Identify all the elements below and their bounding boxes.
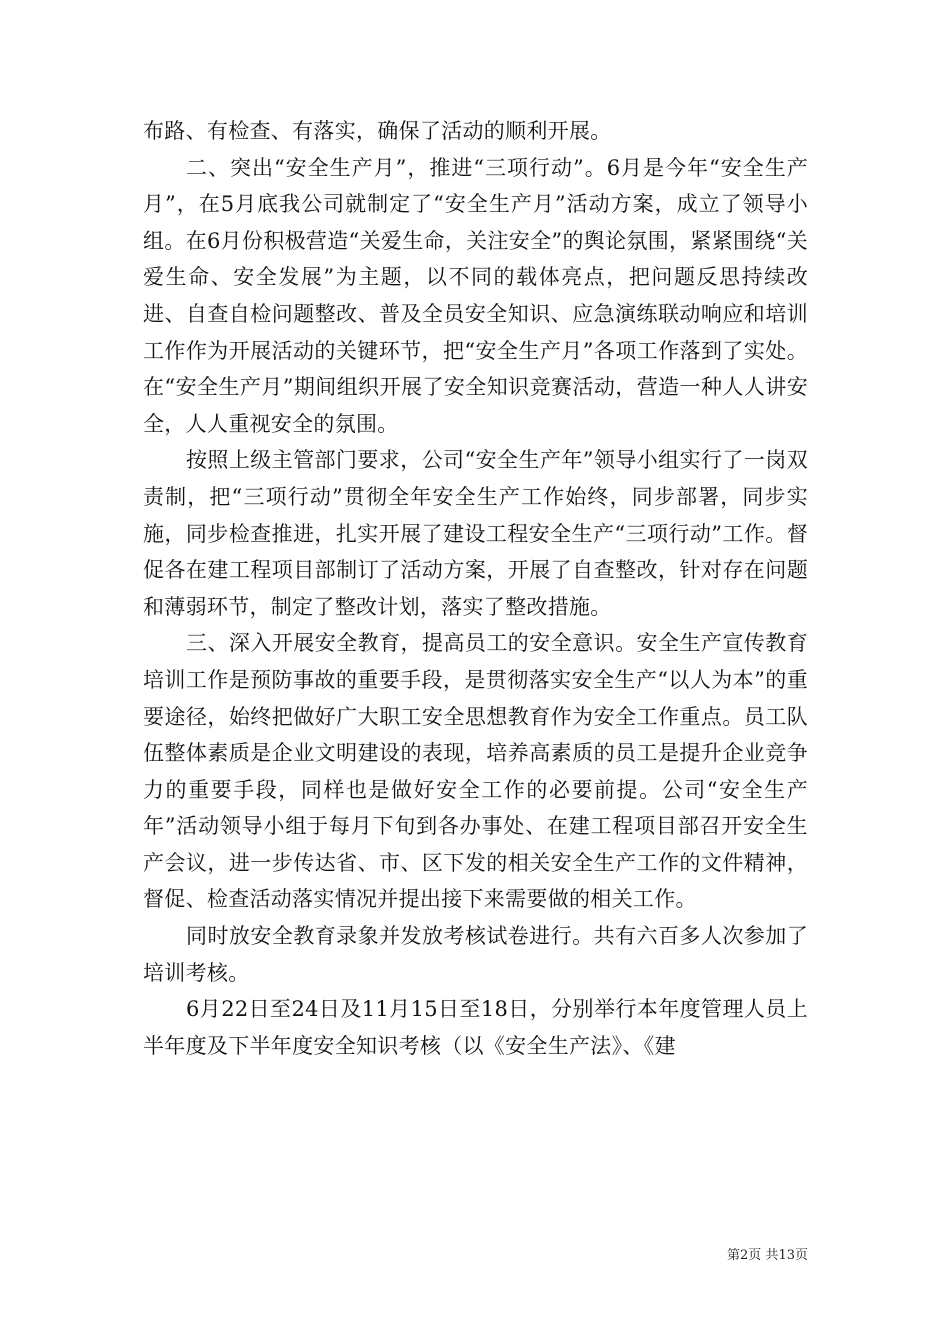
paragraph-section-two: 二、突出“安全生产月”，推进“三项行动”。6月是今年“安全生产月”，在5月底我公司就制定了“安全生产月”活动方案，成立了领导小组。在6月份积极营造“关爱生命，关注安全”的舆论氛围，紧紧围绕“关爱生命、安全发展”为主题，以不同的载体亮点，把问题反思持续改进、自查自检问题整改、普及全员安全知识、应急演练联动响应和培训工作作为开展活动的关键环节，把“安全生产月”各项工作落到了实处。在“安全生产月”期间组织开展了安全知识竞赛活动，营造一种人人讲安全，人人重视安全的氛围。: [143, 155, 808, 436]
footer-total-pages: 13: [778, 1248, 795, 1263]
page-number-footer: [727, 1248, 808, 1264]
paragraph-exam-dates: 6月22日至24日及11月15日至18日，分别举行本年度管理人员上半年度及下半年度安全知识考核（以《安全生产法》、《建: [143, 997, 808, 1058]
document-body: [143, 113, 808, 1064]
footer-current-page: 2: [740, 1248, 749, 1263]
paragraph-section-three: 三、深入开展安全教育，提高员工的安全意识。安全生产宣传教育培训工作是预防事故的重要手段，是贯彻落实安全生产“以人为本”的重要途径，始终把做好广大职工安全思想教育作为安全工作重点。员工队伍整体素质是企业文明建设的表现，培养高素质的员工是提升企业竞争力的重要手段，同样也是做好安全工作的必要前提。公司“安全生产年”活动领导小组于每月下旬到各办事处、在建工程项目部召开安全生产会议，进一步传达省、市、区下发的相关安全生产工作的文件精神，督促、检查活动落实情况并提出接下来需要做的相关工作。: [143, 631, 808, 912]
footer-prefix: 第: [727, 1248, 741, 1263]
paragraph-continuation: 布路、有检查、有落实，确保了活动的顺利开展。: [143, 119, 612, 143]
footer-suffix: 页: [794, 1248, 808, 1263]
footer-middle: 页 共: [748, 1248, 779, 1263]
paragraph-training-video: 同时放安全教育录象并发放考核试卷进行。共有六百多人次参加了培训考核。: [143, 924, 808, 985]
paragraph-responsibility: 按照上级主管部门要求，公司“安全生产年”领导小组实行了一岗双责制，把“三项行动”贯彻全年安全生产工作始终，同步部署，同步实施，同步检查推进，扎实开展了建设工程安全生产“三项行动”工作。督促各在建工程项目部制订了活动方案，开展了自查整改，针对存在问题和薄弱环节，制定了整改计划，落实了整改措施。: [143, 448, 808, 619]
